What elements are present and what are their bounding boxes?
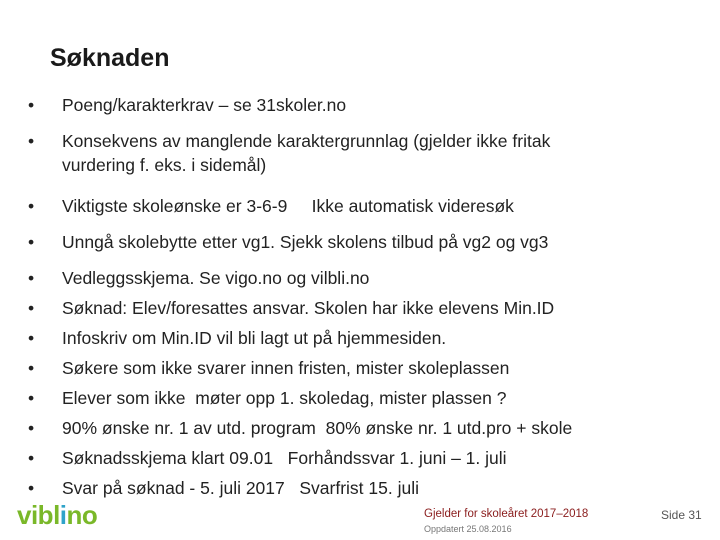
logo-part: vibl — [17, 500, 60, 530]
bullet-dot: • — [28, 478, 35, 498]
logo-part: no — [66, 500, 98, 530]
bullet-text: Elever som ikke møter opp 1. skoledag, mister plassen ? — [62, 388, 507, 408]
vilbli-logo — [17, 500, 97, 531]
bullet-dot: • — [28, 418, 35, 438]
bullet-text: Svar på søknad - 5. juli 2017 Svarfrist 15. juli — [62, 478, 419, 498]
bullet-text: Unngå skolebytte etter vg1. Sjekk skolens tilbud på vg2 og vg3 — [62, 232, 549, 252]
bullet-dot: • — [28, 388, 35, 408]
bullet-dot: • — [28, 268, 35, 288]
bullet-text: Søknadsskjema klart 09.01 Forhåndssvar 1. juni – 1. juli — [62, 448, 507, 468]
bullet-text — [62, 129, 682, 177]
bullet-dot: • — [28, 298, 35, 318]
bullet-text-line1: Konsekvens av manglende karaktergrunnlag (gjelder ikke fritak — [62, 131, 551, 151]
bullet-text: Viktigste skoleønske er 3-6-9 Ikke automatisk videresøk — [62, 196, 514, 216]
bullet-text: Infoskriv om Min.ID vil bli lagt ut på hjemmesiden. — [62, 328, 447, 348]
footer-school-year: Gjelder for skoleåret 2017–2018 — [424, 508, 589, 520]
bullet-dot: • — [28, 196, 35, 216]
bullet-text: Søknad: Elev/foresattes ansvar. Skolen har ikke elevens Min.ID — [62, 298, 555, 318]
bullet-text: Poeng/karakterkrav – se 31skoler.no — [62, 95, 347, 115]
bullet-dot: • — [28, 448, 35, 468]
logo-part: i — [59, 500, 67, 530]
slide-title: Søknaden — [50, 44, 170, 72]
page-number: Side 31 — [661, 508, 702, 522]
footer-updated-date: Oppdatert 25.08.2016 — [424, 524, 512, 534]
bullet-text: 90% ønske nr. 1 av utd. program 80% ønske nr. 1 utd.pro + skole — [62, 418, 573, 438]
bullet-dot: • — [28, 95, 35, 115]
bullet-text: Vedleggsskjema. Se vigo.no og vilbli.no — [62, 268, 370, 288]
bullet-text: Søkere som ikke svarer innen fristen, mister skoleplassen — [62, 358, 510, 378]
bullet-dot: • — [28, 358, 35, 378]
bullet-dot: • — [28, 328, 35, 348]
bullet-dot: • — [28, 131, 35, 151]
bullet-text-line2: vurdering f. eks. i sidemål) — [62, 155, 267, 175]
bullet-dot: • — [28, 232, 35, 252]
